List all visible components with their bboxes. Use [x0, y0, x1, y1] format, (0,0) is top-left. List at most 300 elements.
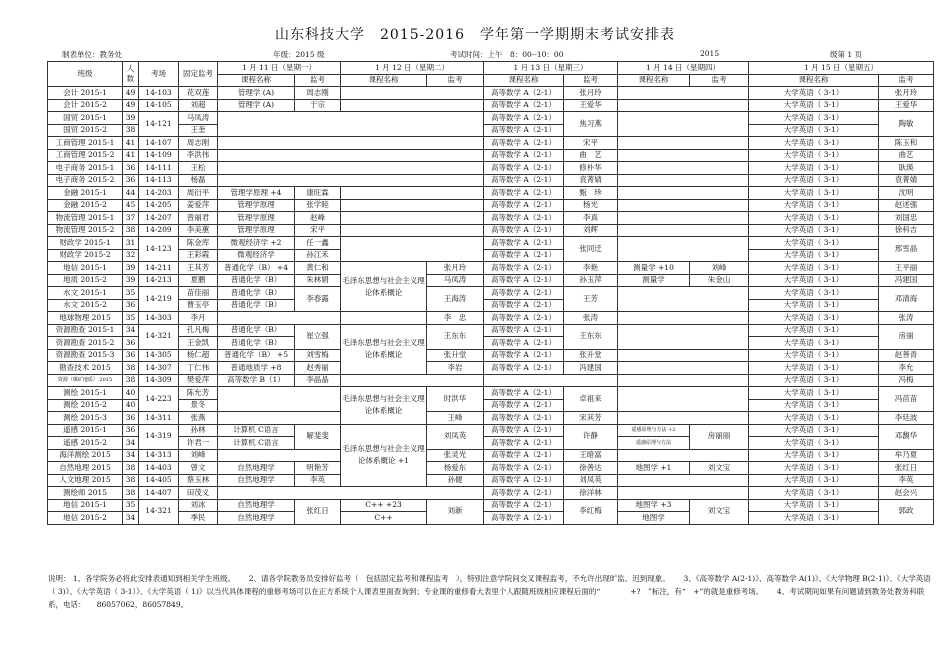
table-cell: 马凤涛: [179, 112, 218, 125]
table-cell: 冯梅: [879, 374, 934, 387]
table-cell: 刘峰: [179, 449, 218, 462]
table-cell: 徐科吉: [879, 224, 934, 237]
table-cell: 王其芳: [179, 262, 218, 275]
header-day-5: 1 月 15 日（星期五）: [749, 62, 934, 75]
table-cell: 39: [123, 262, 139, 275]
page-title: 山东科技大学 2015-2016 学年第一学期期末考试安排表: [275, 27, 675, 43]
table-cell: 14-403: [139, 462, 179, 475]
table-row: [48, 362, 934, 375]
table-cell: [618, 374, 749, 387]
table-cell: 高等数学 A（2-1）: [484, 87, 564, 100]
table-cell: 曲艺: [879, 149, 934, 162]
table-cell: 14-219: [139, 287, 179, 312]
table-cell: 刘峰: [690, 262, 749, 275]
table-cell: 高等数学 A（2-1）: [484, 449, 564, 462]
table-cell: 修朴华: [564, 162, 618, 175]
table-cell: 张升堂: [564, 349, 618, 362]
table-cell: 大学英语（ 3-1）: [749, 487, 879, 500]
header-room: 考场: [139, 62, 179, 87]
table-cell: [618, 449, 749, 462]
table-cell: 14-407: [139, 487, 179, 500]
header-day-4: 1 月 14 日（星期四）: [618, 62, 749, 75]
table-cell: [618, 162, 749, 175]
table-cell: 国贸 2015-2: [48, 124, 123, 137]
table-row: [48, 437, 934, 450]
table-cell: 丁仁伟: [179, 362, 218, 375]
table-cell: 王金凯: [179, 337, 218, 350]
table-row: [48, 474, 934, 487]
table-cell: 张同迁: [564, 237, 618, 262]
table-cell: 38: [123, 374, 139, 387]
table-cell: 普通化学（B）: [218, 274, 295, 287]
header-proctor: 监考: [295, 74, 341, 87]
table-cell: 赵会兴: [879, 487, 934, 500]
table-cell: 计算机 C语言: [218, 437, 295, 450]
table-cell: 物流管理 2015-1: [48, 212, 123, 225]
table-cell: 房丽丽: [690, 424, 749, 449]
table-cell: 45: [123, 199, 139, 212]
table-cell: 14-223: [139, 387, 179, 412]
header-proctor: 监考: [690, 74, 749, 87]
header-course: 课程名称: [341, 74, 427, 87]
header-day-2: 1 月 12 日（星期二）: [341, 62, 484, 75]
table-cell: 张涛: [879, 312, 934, 325]
table-cell: 大学英语（ 3-1）: [749, 412, 879, 425]
table-cell: 37: [123, 212, 139, 225]
table-cell: 水文 2015-2: [48, 299, 123, 312]
table-cell: 36: [123, 349, 139, 362]
table-cell: 14-311: [139, 412, 179, 425]
table-cell: 普通化学（B）: [218, 299, 295, 312]
table-cell: 曲 艺: [564, 149, 618, 162]
table-cell: 普通化学（B） +4: [218, 262, 295, 275]
table-cell: 刘雪梅: [295, 349, 341, 362]
table-cell: 自然地理学: [218, 499, 295, 512]
table-cell: 资源勘查 2015-2: [48, 337, 123, 350]
table-cell: 14-307: [139, 362, 179, 375]
table-cell: 测量学 +10: [618, 262, 690, 275]
table-cell: 大学英语（ 3-1）: [749, 399, 879, 412]
table-cell: 大学英语（ 3-1）: [749, 512, 879, 525]
table-cell: 资源（煤矿地质） 2015: [48, 374, 123, 387]
table-cell: 陈允芳: [179, 387, 218, 400]
table-cell: [618, 224, 749, 237]
table-cell: 张升堂: [427, 349, 484, 362]
header-course: 课程名称: [618, 74, 690, 87]
table-cell: 38: [123, 362, 139, 375]
table-cell: 大学英语（ 3-1）: [749, 274, 879, 287]
table-cell: 40: [123, 387, 139, 400]
table-cell: 黄仁和: [295, 262, 341, 275]
table-cell: 刘超: [179, 99, 218, 112]
table-cell: 李春露: [295, 287, 341, 312]
table-cell: 赵秀丽: [295, 362, 341, 375]
table-cell: 邢雪晶: [879, 237, 934, 262]
header-proctor: 监考: [427, 74, 484, 87]
table-cell: 14-109: [139, 149, 179, 162]
table-cell: 赵述强: [879, 199, 934, 212]
table-cell: 计算机 C语言: [218, 424, 295, 437]
table-cell: 徐洋林: [564, 487, 618, 500]
table-cell: 高等数学 A（2-1）: [484, 99, 564, 112]
table-cell: 张红日: [879, 462, 934, 475]
table-cell: 管理学 (A): [218, 99, 295, 112]
table-cell: 金融 2015-2: [48, 199, 123, 212]
table-cell: 康旺霖: [295, 187, 341, 200]
table-cell: 高等数学 A（2-1）: [484, 287, 564, 300]
table-cell: 邓馥华: [879, 424, 934, 449]
table-cell: 李英: [295, 474, 341, 487]
table-cell: 测绘师 2015: [48, 487, 123, 500]
table-cell: [618, 99, 749, 112]
table-cell: 毛泽东思想与社会主义理论体系概论: [341, 387, 427, 425]
table-cell: 32: [123, 249, 139, 262]
table-cell: 曹玉亭: [179, 299, 218, 312]
table-cell: 许君一: [179, 437, 218, 450]
table-cell: 大学英语（ 3-1）: [749, 337, 879, 350]
table-cell: [218, 149, 484, 162]
table-cell: [618, 312, 749, 325]
table-cell: 蔡玉林: [179, 474, 218, 487]
table-cell: 34: [123, 437, 139, 450]
table-cell: 14-205: [139, 199, 179, 212]
table-cell: 14-105: [139, 99, 179, 112]
table-cell: 刘冰: [179, 499, 218, 512]
table-cell: [618, 287, 749, 312]
table-cell: 苗佳丽: [179, 287, 218, 300]
table-cell: 管理学原理: [218, 199, 295, 212]
table-cell: 高等数学 B（1）: [218, 374, 295, 387]
table-cell: 遥感原理与方法: [618, 437, 690, 450]
table-cell: 遥感 2015-1: [48, 424, 123, 437]
table-cell: 大学英语（ 3-1）: [749, 299, 879, 312]
table-cell: 国贸 2015-1: [48, 112, 123, 125]
table-cell: 牟乃夏: [879, 449, 934, 462]
table-row: [48, 424, 934, 437]
table-cell: 资源勘查 2015-3: [48, 349, 123, 362]
table-cell: 高等数学 A（2-1）: [484, 487, 564, 500]
table-row: [48, 199, 934, 212]
table-row: [48, 124, 934, 137]
table-cell: 刘凤英: [564, 474, 618, 487]
table-cell: 陈玉和: [879, 137, 934, 150]
table-cell: 大学英语（ 3-1）: [749, 137, 879, 150]
table-cell: 大学英语（ 3-1）: [749, 112, 879, 125]
table-cell: 勘查技术 2015: [48, 362, 123, 375]
table-cell: 38: [123, 224, 139, 237]
table-cell: 任一鑫: [295, 237, 341, 250]
table-cell: 许静: [564, 424, 618, 449]
table-cell: 物流管理 2015-2: [48, 224, 123, 237]
table-cell: 34: [123, 512, 139, 525]
table-cell: 微观经济学 +2: [218, 237, 295, 250]
table-cell: 张月玲: [427, 262, 484, 275]
table-cell: 于宗: [295, 99, 341, 112]
table-cell: 高等数学 A（2-1）: [484, 124, 564, 137]
table-cell: 甄 珍: [564, 187, 618, 200]
table-row: [48, 399, 934, 412]
table-row: [48, 99, 934, 112]
table-cell: [618, 87, 749, 100]
issuing-unit: 制表单位：教务处: [62, 50, 122, 59]
table-cell: 普通化学（B）: [218, 337, 295, 350]
table-cell: 袁菁婧: [879, 174, 934, 187]
table-cell: 大学英语（ 3-1）: [749, 474, 879, 487]
table-cell: [218, 112, 484, 137]
table-cell: [618, 237, 749, 262]
table-cell: 李艳: [564, 262, 618, 275]
table-cell: 36: [123, 162, 139, 175]
table-row: [48, 87, 934, 100]
table-cell: [218, 137, 484, 150]
table-cell: 高等数学 A（2-1）: [484, 499, 564, 512]
table-cell: 高等数学 A（2-1）: [484, 249, 564, 262]
table-cell: 李岩: [427, 362, 484, 375]
table-cell: 王东东: [427, 324, 484, 349]
table-cell: 高等数学 A（2-1）: [484, 162, 564, 175]
table-cell: 姜爱萍: [179, 199, 218, 212]
table-cell: 34: [123, 324, 139, 337]
table-row: [48, 174, 934, 187]
table-cell: 自然地理 2015: [48, 462, 123, 475]
table-cell: 李红梅: [564, 499, 618, 524]
table-cell: 高等数学 A（2-1）: [484, 437, 564, 450]
table-cell: C++ +23: [341, 499, 427, 512]
table-cell: 毛泽东思想与社会主义理论体系概论: [341, 324, 427, 374]
table-cell: 高等数学 A（2-1）: [484, 412, 564, 425]
table-cell: 39: [123, 112, 139, 125]
table-cell: [341, 212, 484, 225]
table-cell: [618, 212, 749, 225]
table-cell: 夏鹏: [179, 274, 218, 287]
table-cell: 高等数学 A（2-1）: [484, 237, 564, 250]
table-cell: 普通化学（B） +5: [218, 349, 295, 362]
table-cell: [618, 137, 749, 150]
table-cell: 刘文宝: [690, 499, 749, 524]
table-cell: [484, 374, 618, 387]
table-cell: 孙江禾: [295, 249, 341, 262]
table-cell: [218, 174, 484, 187]
table-row: [48, 237, 934, 250]
table-cell: 地球物理 2015: [48, 312, 123, 325]
table-cell: [341, 187, 484, 200]
table-cell: 宋其芳: [564, 412, 618, 425]
table-cell: 崔立强: [295, 324, 341, 349]
table-row: [48, 224, 934, 237]
table-cell: 袁菁婧: [564, 174, 618, 187]
table-cell: 普通化学（B）: [218, 287, 295, 300]
table-cell: 毛泽东思想与社会主义理论体系概论 +1: [341, 424, 427, 487]
table-cell: 地图学 +3: [618, 499, 690, 512]
table-cell: 李月: [179, 312, 218, 325]
table-cell: [218, 162, 484, 175]
table-cell: 地信 2015-2: [48, 512, 123, 525]
table-cell: 大学英语（ 3-1）: [749, 237, 879, 250]
table-row: [48, 274, 934, 287]
table-cell: 大学英语（ 3-1）: [749, 149, 879, 162]
table-cell: 张学睦: [295, 199, 341, 212]
table-cell: 38: [123, 124, 139, 137]
table-cell: 高等数学 A（2-1）: [484, 187, 564, 200]
table-cell: 郭政: [879, 499, 934, 524]
table-cell: [341, 199, 484, 212]
table-cell: 14-303: [139, 312, 179, 325]
table-cell: 金融 2015-1: [48, 187, 123, 200]
table-cell: 高等数学 A（2-1）: [484, 224, 564, 237]
exam-time: 考试时间：上午 8：00--10：00: [450, 50, 564, 59]
table-cell: 周志刚: [179, 137, 218, 150]
meta-line: [0, 49, 950, 61]
table-cell: 杨光: [564, 199, 618, 212]
table-cell: 李晶晶: [295, 374, 341, 387]
table-cell: 大学英语（ 3-1）: [749, 424, 879, 437]
header-day-3: 1 月 13 日（星期三）: [484, 62, 618, 75]
table-cell: 马凤涛: [427, 274, 484, 287]
table-cell: 大学英语（ 3-1）: [749, 499, 879, 512]
table-cell: 刘国忠: [879, 212, 934, 225]
table-cell: [618, 349, 749, 362]
table-cell: 36: [123, 424, 139, 437]
table-row: [48, 287, 934, 300]
table-cell: 49: [123, 99, 139, 112]
table-cell: 花双莲: [179, 87, 218, 100]
table-row: [48, 187, 934, 200]
table-row: [48, 499, 934, 512]
table-cell: [341, 99, 484, 112]
table-row: [48, 162, 934, 175]
table-cell: 李 忠: [427, 312, 484, 325]
table-row: [48, 349, 934, 362]
table-cell: 李廷波: [879, 412, 934, 425]
table-cell: 沈明: [879, 187, 934, 200]
table-cell: 樊爱萍: [179, 374, 218, 387]
table-cell: 高等数学 A（2-1）: [484, 324, 564, 337]
header-class: 班级: [48, 62, 123, 87]
table-cell: 时洪华: [427, 387, 484, 412]
table-cell: 解斐斐: [295, 424, 341, 449]
table-cell: 冯建国: [564, 362, 618, 375]
table-cell: 李洪伟: [179, 149, 218, 162]
table-cell: 曾丽君: [179, 212, 218, 225]
table-cell: 遥感原理与方法 +2: [618, 424, 690, 437]
table-row: [48, 312, 934, 325]
table-cell: 14-113: [139, 174, 179, 187]
table-cell: 大学英语（ 3-1）: [749, 374, 879, 387]
table-cell: 刘凤英: [427, 424, 484, 449]
table-cell: 14-319: [139, 424, 179, 449]
table-cell: 高等数学 A（2-1）: [484, 199, 564, 212]
table-cell: 49: [123, 87, 139, 100]
table-cell: 管理学原理: [218, 212, 295, 225]
table-cell: 微观经济学: [218, 249, 295, 262]
table-cell: 地信 2015-1: [48, 499, 123, 512]
table-cell: 王平丽: [879, 262, 934, 275]
table-cell: 张燕: [179, 412, 218, 425]
table-cell: [218, 412, 341, 425]
table-cell: 14-121: [139, 112, 179, 137]
table-cell: [218, 449, 341, 462]
table-cell: 35: [123, 499, 139, 512]
header-proctor: 监考: [879, 74, 934, 87]
table-cell: 冯建国: [879, 274, 934, 287]
table-cell: [341, 87, 484, 100]
table-cell: 水文 2015-1: [48, 287, 123, 300]
table-cell: 14-103: [139, 87, 179, 100]
table-row: [48, 299, 934, 312]
header-day-1: 1 月 11 日（星期一）: [218, 62, 341, 75]
table-cell: 高等数学 A（2-1）: [484, 399, 564, 412]
table-cell: 36: [123, 412, 139, 425]
page-number: 级第 1 页: [830, 50, 863, 59]
table-cell: 44: [123, 187, 139, 200]
table-cell: 高等数学 A（2-1）: [484, 149, 564, 162]
table-cell: 财政学 2015-1: [48, 237, 123, 250]
table-cell: 14-111: [139, 162, 179, 175]
table-row: [48, 412, 934, 425]
table-cell: 大学英语（ 3-1）: [749, 124, 879, 137]
table-cell: 高等数学 A（2-1）: [484, 174, 564, 187]
table-cell: 大学英语（ 3-1）: [749, 174, 879, 187]
table-cell: 王爱华: [879, 99, 934, 112]
table-cell: 35: [123, 312, 139, 325]
table-cell: 38: [123, 487, 139, 500]
table-cell: 王爱华: [564, 99, 618, 112]
table-cell: 张红日: [295, 499, 341, 524]
table-cell: 管理学原理: [218, 224, 295, 237]
table-cell: 会计 2015-1: [48, 87, 123, 100]
table-cell: 14-213: [139, 274, 179, 287]
table-cell: 14-107: [139, 137, 179, 150]
table-cell: [618, 187, 749, 200]
table-cell: 张涛: [564, 312, 618, 325]
table-cell: 周志刚: [295, 87, 341, 100]
table-cell: [618, 149, 749, 162]
table-cell: 朱林娟: [295, 274, 341, 287]
table-cell: 海洋测绘 2015: [48, 449, 123, 462]
table-cell: 14-207: [139, 212, 179, 225]
table-cell: [618, 174, 749, 187]
table-cell: 41: [123, 137, 139, 150]
table-cell: 管理学原理 +4: [218, 187, 295, 200]
table-cell: [341, 237, 484, 262]
table-cell: 高等数学 A（2-1）: [484, 262, 564, 275]
table-cell: 14-321: [139, 499, 179, 524]
table-cell: 周衍平: [179, 187, 218, 200]
table-cell: 耿瑛: [879, 162, 934, 175]
table-cell: 毛泽东思想与社会主义理论体系概论: [341, 262, 427, 312]
table-cell: 41: [123, 149, 139, 162]
table-row: [48, 324, 934, 337]
grade-label: 年级：2015 级: [273, 50, 325, 59]
header-fixed-proctor: 固定监考: [179, 62, 218, 87]
table-cell: 资源勘查 2015-1: [48, 324, 123, 337]
table-cell: 电子商务 2015-2: [48, 174, 123, 187]
table-cell: 张月玲: [564, 87, 618, 100]
table-row: [48, 387, 934, 400]
table-row: [48, 462, 934, 475]
table-cell: 杨仁超: [179, 349, 218, 362]
table-cell: 王奎: [179, 124, 218, 137]
table-cell: 遥感 2015-2: [48, 437, 123, 450]
table-cell: 卓祖来: [564, 387, 618, 412]
table-cell: C++: [341, 512, 427, 525]
table-cell: 高等数学 A（2-1）: [484, 387, 564, 400]
header-course: 课程名称: [749, 74, 879, 87]
table-cell: 34: [123, 449, 139, 462]
table-cell: 大学英语（ 3-1）: [749, 312, 879, 325]
table-cell: 王东东: [564, 324, 618, 349]
table-cell: 曾文: [179, 462, 218, 475]
